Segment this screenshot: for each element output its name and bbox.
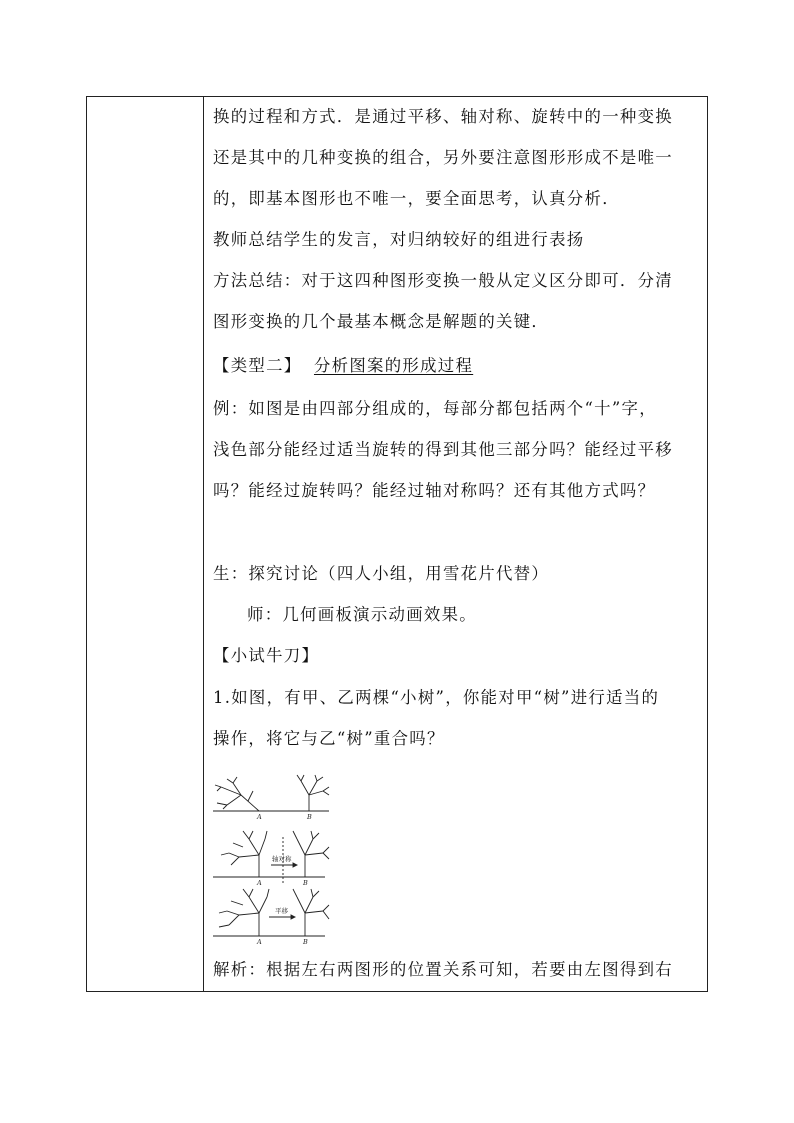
text-line: 的，即基本图形也不唯一，要全面思考，认真分析．	[213, 189, 620, 208]
text-line: 换的过程和方式．是通过平移、轴对称、旋转中的一种变换	[213, 107, 673, 126]
translation-label: 平移	[275, 907, 288, 915]
tree-left-row1	[215, 777, 259, 811]
question-line: 1.如图，有甲、乙两棵“小树”，你能对甲“树”进行适当的	[213, 688, 660, 707]
tree-right-row1	[297, 775, 329, 811]
type-heading	[213, 356, 473, 376]
point-b-label: B	[307, 813, 312, 821]
student-line: 生：探究讨论（四人小组，用雪花片代替）	[213, 564, 550, 583]
point-a-label: A	[257, 879, 262, 887]
type-heading-bracket: 【类型二】	[213, 356, 302, 375]
point-a-label: A	[257, 813, 262, 821]
column-divider	[203, 97, 204, 991]
point-b-label: B	[303, 938, 308, 946]
practice-heading: 【小试牛刀】	[213, 646, 320, 665]
arrow-head	[291, 915, 295, 919]
question-line: 操作，将它与乙“树”重合吗？	[213, 729, 445, 748]
point-a-label: A	[257, 938, 262, 946]
tree-left-row2	[221, 831, 267, 877]
type-heading-title: 分析图案的形成过程	[313, 356, 474, 375]
text-line: 图形变换的几个最基本概念是解题的关键．	[213, 312, 550, 331]
example-line: 吗？能经过旋转吗？能经过轴对称吗？还有其他方式吗？	[213, 481, 656, 500]
arrow-head	[293, 863, 297, 867]
text-line: 教师总结学生的发言，对归纳较好的组进行表扬	[213, 230, 585, 249]
example-line: 浅色部分能经过适当旋转的得到其他三部分吗？能经过平移	[213, 440, 673, 459]
text-line: 方法总结：对于这四种图形变换一般从定义区分即可．分清	[213, 271, 673, 290]
point-b-label: B	[303, 879, 308, 887]
teacher-line: 师：几何画板演示动画效果。	[247, 605, 477, 624]
reflection-label: 轴对称	[272, 855, 292, 863]
lesson-table	[86, 96, 708, 992]
text-line: 还是其中的几种变换的组合，另外要注意图形形成不是唯一	[213, 148, 673, 167]
tree-transformation-figure	[213, 773, 333, 953]
tree-left-row3	[219, 889, 269, 936]
analysis-line: 解析：根据左右两图形的位置关系可知，若要由左图得到右	[213, 960, 673, 979]
tree-right-row2	[293, 831, 329, 877]
tree-right-row3	[293, 889, 329, 936]
example-line: 例：如图是由四部分组成的，每部分都包括两个“十”字，	[213, 399, 657, 418]
